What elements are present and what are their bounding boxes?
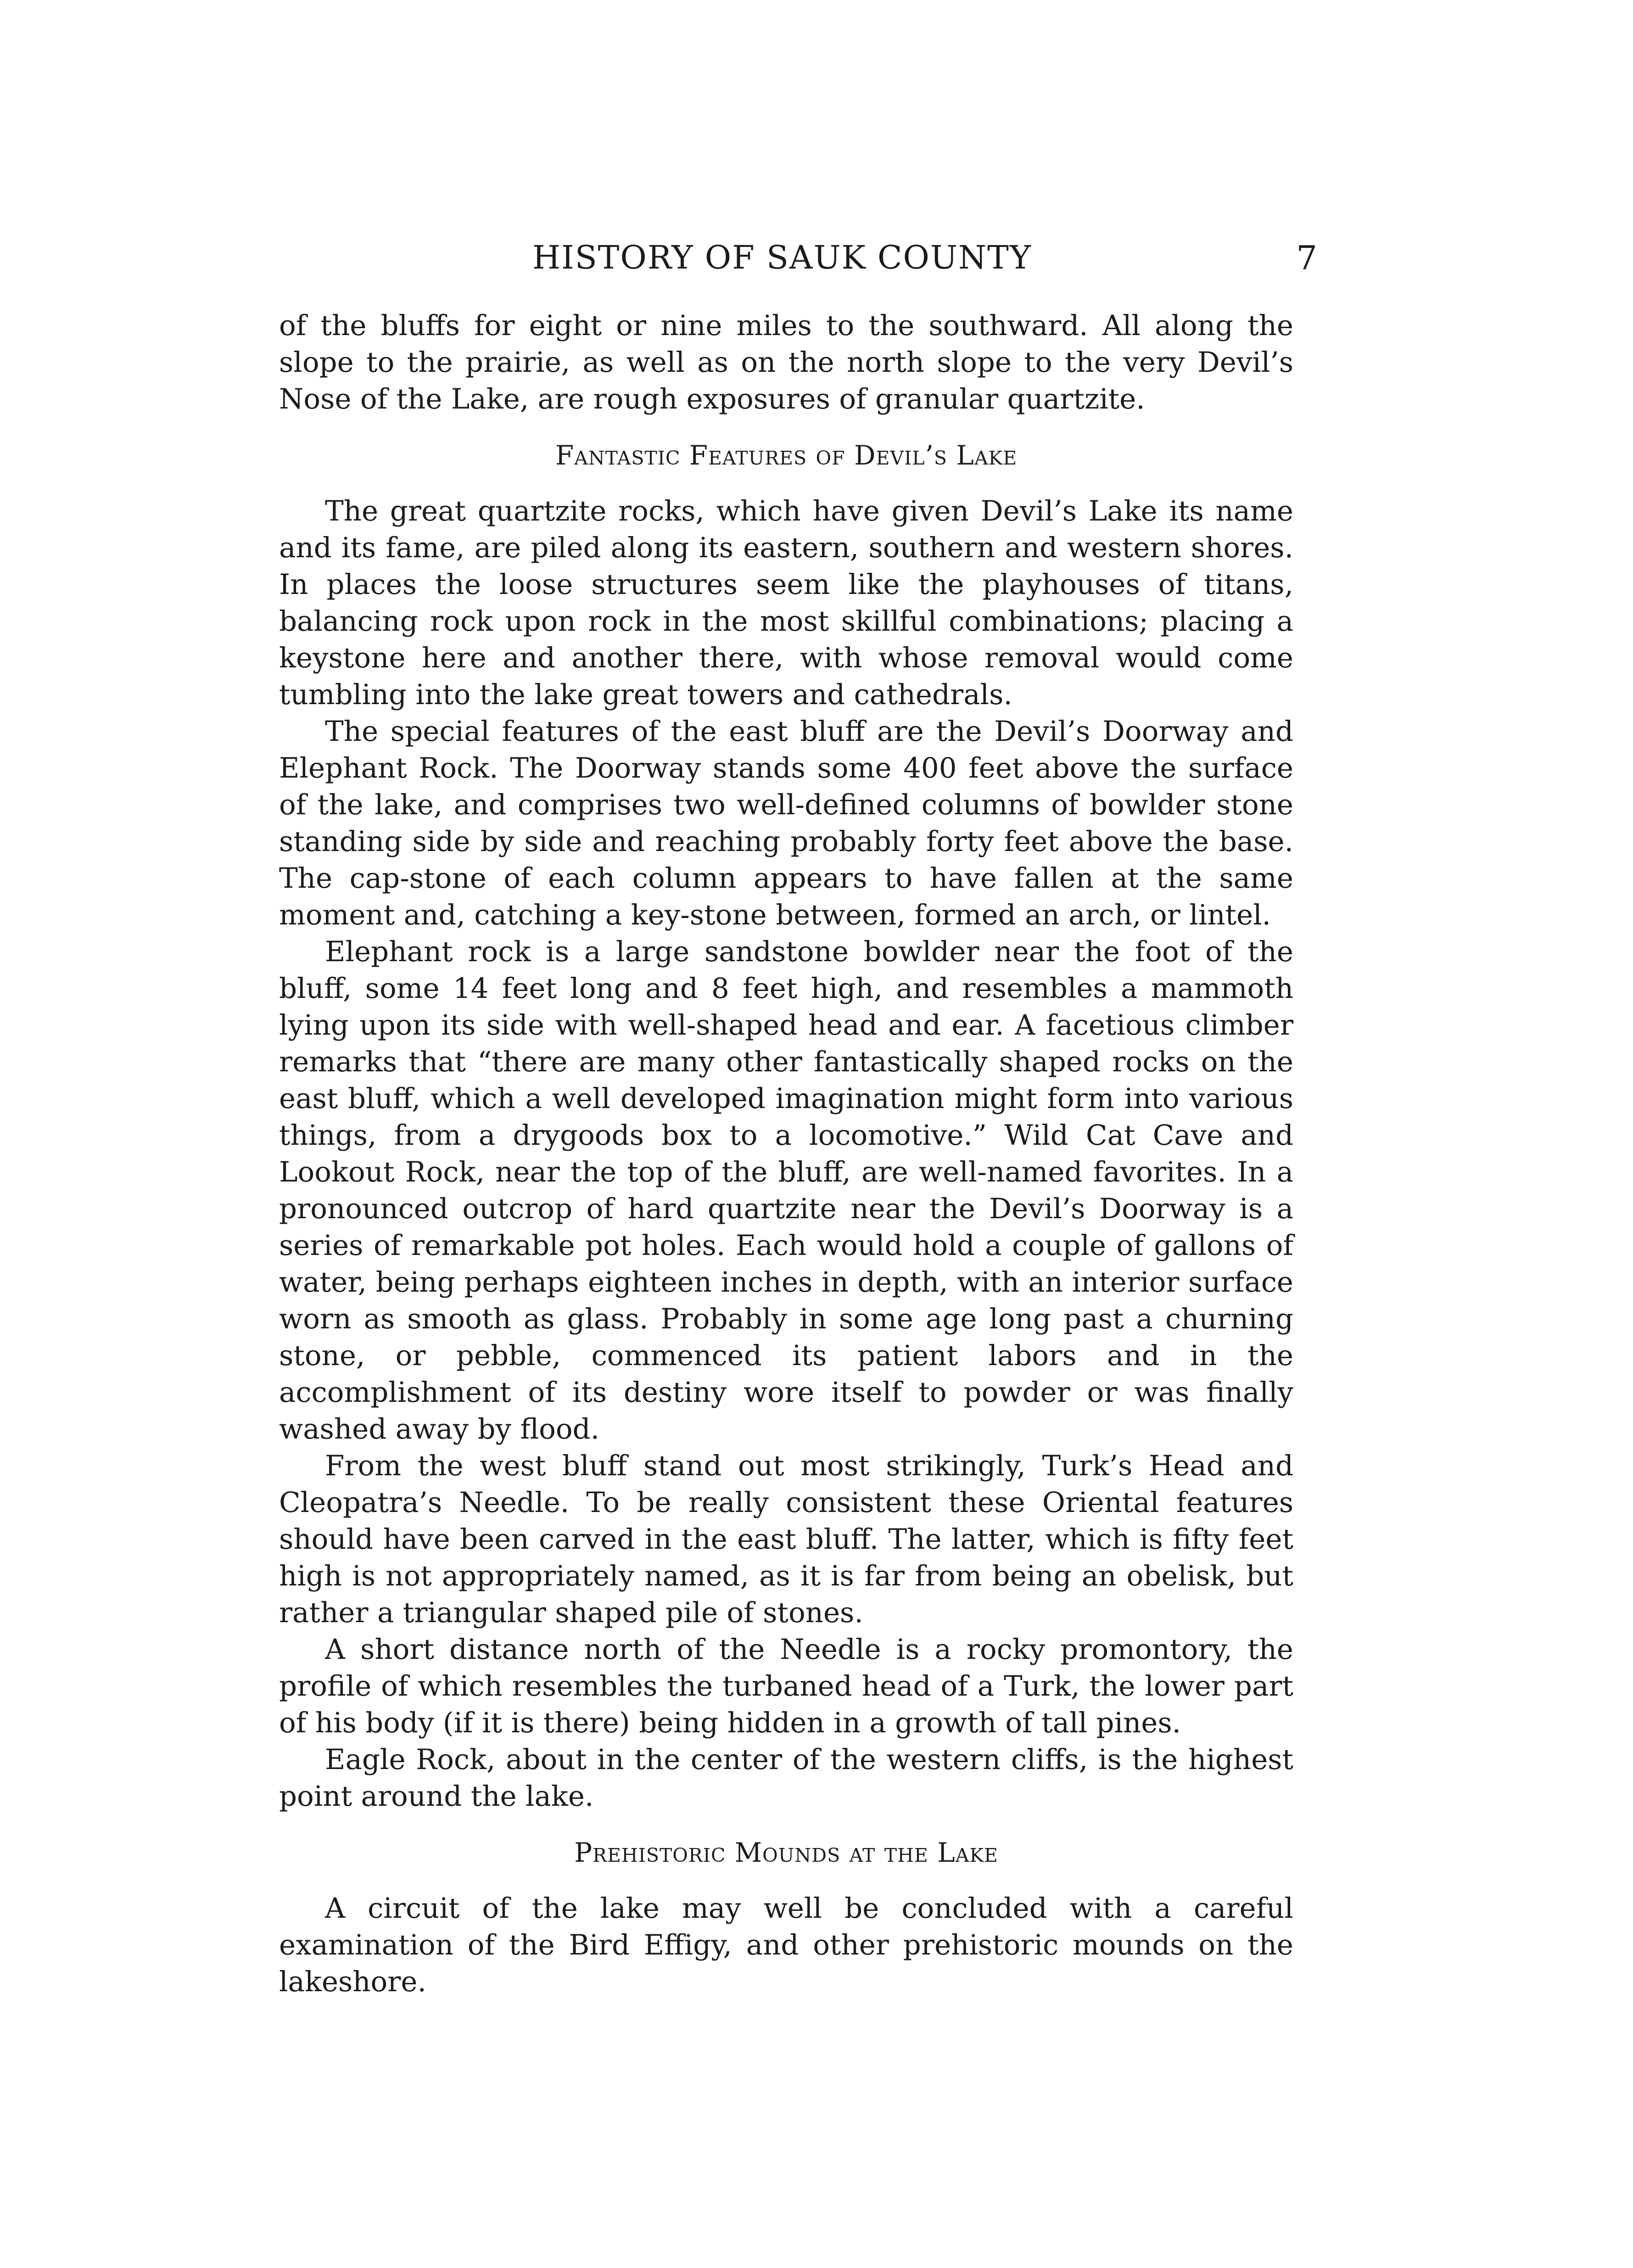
running-title: HISTORY OF SAUK COUNTY <box>532 239 1032 276</box>
paragraph-east-bluff-features: The special features of the east bluff are the Devil’s Doorway and Elephant Rock. The Doorway stands some 400 feet above the surface of the lake, and comprises two well-defined columns of bowlder stone standing side by side and reaching probably forty feet above the base. The cap-stone of each column appears to have fallen at the same moment and, catching a key-stone between, formed an arch, or lintel. <box>279 715 1293 931</box>
body-text <box>279 308 1293 2000</box>
section-heading-fantastic-features: Fantastic Features of Devil’s Lake <box>555 440 1018 471</box>
paragraph-west-bluff: From the west bluff stand out most strikingly, Turk’s Head and Cleopatra’s Needle. To be really consistent these Oriental features should have been carved in the east bluff. The latter, which is fifty feet high is not appropriately named, as it is far from being an obelisk, but rather a triangular shaped pile of stones. <box>279 1450 1293 1629</box>
paragraph-eagle-rock: Eagle Rock, about in the center of the western cliffs, is the highest point around the lake. <box>279 1743 1293 1813</box>
paragraph-elephant-rock: Elephant rock is a large sandstone bowlder near the foot of the bluff, some 14 feet long and 8 feet high, and resembles a mammoth lying upon its side with well-shaped head and ear. A facetious climber remarks that “there are many other fantastically shaped rocks on the east bluff, which a well developed imagination might form into various things, from a drygoods box to a locomotive.” Wild Cat Cave and Lookout Rock, near the top of the bluff, are well-named favorites. In a pronounced outcrop of hard quartzite near the Devil’s Doorway is a series of remarkable pot holes. Each would hold a couple of gallons of water, being perhaps eighteen inches in depth, with an interior surface worn as smooth as glass. Probably in some age long past a churning stone, or pebble, commenced its patient labors and in the accomplishment of its destiny wore itself to powder or was finally washed away by flood. <box>279 935 1293 1445</box>
page-number: 7 <box>1296 239 1317 277</box>
paragraph-quartzite-rocks: The great quartzite rocks, which have given Devil’s Lake its name and its fame, are piled along its eastern, southern and western shores. In places the loose structures seem like the playhouses of titans, balancing rock upon rock in the most skillful combinations; placing a keystone here and another there, with whose removal would come tumbling into the lake great towers and cathedrals. <box>279 495 1293 711</box>
running-header <box>532 239 1317 285</box>
paragraph-turks-head: A short distance north of the Needle is a rocky promontory, the profile of which resembles the turbaned head of a Turk, the lower part of his body (if it is there) being hidden in a growth of tall pines. <box>279 1633 1293 1739</box>
paragraph-bird-effigy: A circuit of the lake may well be concluded with a careful examination of the Bird Effigy, and other prehistoric mounds on the lakeshore. <box>279 1892 1293 1998</box>
intro-paragraph: of the bluffs for eight or nine miles to the southward. All along the slope to the prairie, as well as on the north slope to the very Devil’s Nose of the Lake, are rough exposures of granular quartzite. <box>279 309 1293 415</box>
section-heading-prehistoric-mounds: Prehistoric Mounds at the Lake <box>574 1837 998 1868</box>
